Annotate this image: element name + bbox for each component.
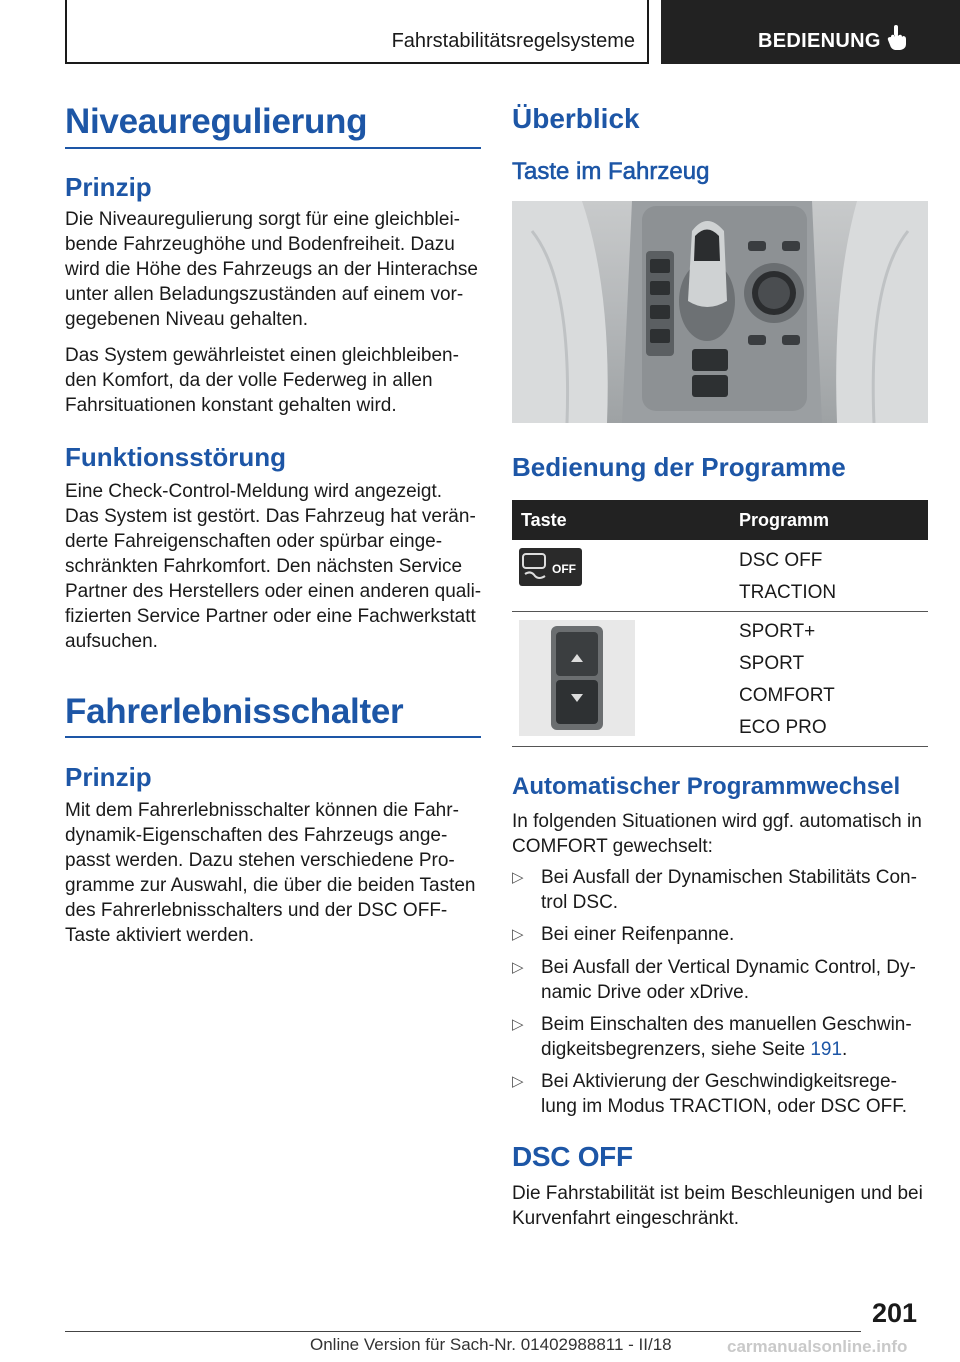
- footer-rule: [65, 1331, 861, 1332]
- heading-ueberblick: Überblick: [512, 103, 640, 134]
- table-row-divider: [512, 611, 928, 612]
- text-line: Mit dem Fahrerlebnisschalter können die Fahr-: [65, 800, 459, 821]
- text-fragment: digkeitsbegrenzers, siehe Seite: [541, 1039, 811, 1060]
- text-line: Kurvenfahrt eingeschränkt.: [512, 1208, 740, 1229]
- paragraph-funktionsstoerung: [65, 479, 481, 654]
- heading-dsc-off: DSC OFF: [512, 1141, 633, 1172]
- bullet-triangle-icon: ▷: [512, 1016, 524, 1033]
- page-reference-link[interactable]: 191: [810, 1039, 843, 1060]
- text-line: Beim Einschalten des manuellen Geschwin-: [541, 1014, 912, 1035]
- hand-pointer-icon: [887, 25, 909, 51]
- section-title-niveauregulierung: Niveauregulierung: [65, 102, 368, 141]
- text-line: den Komfort, da der volle Federweg in allen: [65, 370, 433, 391]
- heading-taste-im-fahrzeug: Taste im Fahrzeug: [512, 158, 710, 185]
- table-cell-program: DSC OFF: [739, 550, 823, 571]
- text-line: Das System ist gestört. Das Fahrzeug hat verän-: [65, 506, 476, 527]
- bullet-triangle-icon: ▷: [512, 959, 524, 976]
- heading-automatischer-programmwechsel: Automatischer Programmwechsel: [512, 773, 901, 800]
- paragraph-prinzip: [65, 207, 478, 332]
- text-line: lung im Modus TRACTION, oder DSC OFF.: [541, 1096, 908, 1117]
- svg-text:OFF: OFF: [552, 562, 576, 576]
- text-line: gegebenen Niveau gehalten.: [65, 309, 308, 330]
- table-cell-program: ECO PRO: [739, 717, 827, 738]
- heading-prinzip-2: Prinzip: [65, 762, 152, 792]
- table-cell-program: SPORT: [739, 653, 805, 674]
- footer-online-version: Online Version für Sach-Nr. 01402988811 - II/18: [310, 1335, 672, 1354]
- text-line: unter allen Beladungszuständen auf einem vor-: [65, 284, 464, 305]
- text-line: des Fahrerlebnisschalters und der DSC OFF-: [65, 900, 448, 921]
- dsc-off-icon: [519, 548, 582, 586]
- section-rule: [65, 147, 481, 149]
- paragraph-dsc-off: [512, 1181, 923, 1231]
- text-line: wird die Höhe des Fahrzeugs an der Hinterachse: [65, 259, 478, 280]
- text-line: digkeitsbegrenzers, siehe Seite 191.: [541, 1039, 848, 1060]
- text-line: gramme zur Auswahl, die über die beiden Tasten: [65, 875, 476, 896]
- section-title-fahrerlebnisschalter: Fahrerlebnisschalter: [65, 692, 404, 731]
- text-line: dynamik-Eigenschaften des Fahrzeugs ange-: [65, 825, 448, 846]
- paragraph-fahrerlebnisschalter: [65, 798, 476, 948]
- text-line: schränkten Fahrkomfort. Den nächsten Service: [65, 556, 463, 577]
- header-chapter-label: BEDIENUNG: [758, 30, 881, 52]
- page-number: 201: [872, 1298, 918, 1328]
- header-section-tab: [65, 0, 649, 64]
- text-line: Bei Ausfall der Dynamischen Stabilitäts Con-: [541, 867, 917, 888]
- text-line: derte Fahreigenschaften oder spürbar einge-: [65, 531, 443, 552]
- text-line: Bei einer Reifenpanne.: [541, 924, 735, 945]
- table-cell-program: TRACTION: [739, 582, 837, 603]
- heading-funktionsstoerung: Funktionsstörung: [65, 442, 286, 472]
- header-chapter-tab: [661, 0, 960, 64]
- text-line: fizierten Service Partner oder eine Fachwerkstatt: [65, 606, 476, 627]
- driving-experience-switch-icon: [519, 620, 635, 736]
- bullet-triangle-icon: ▷: [512, 1073, 524, 1090]
- text-line: In folgenden Situationen wird ggf. automatisch in: [512, 811, 922, 832]
- table-cell-program: COMFORT: [739, 685, 835, 706]
- header-section-title: Fahrstabilitätsregelsysteme: [391, 30, 635, 52]
- text-line: Bei Aktivierung der Geschwindigkeitsrege-: [541, 1071, 897, 1092]
- bullet-triangle-icon: ▷: [512, 869, 524, 886]
- table-row-divider: [512, 746, 928, 747]
- text-line: Bei Ausfall der Vertical Dynamic Control, Dy-: [541, 957, 916, 978]
- text-line: trol DSC.: [541, 892, 619, 913]
- table-cell-program: SPORT+: [739, 621, 816, 642]
- text-line: bende Fahrzeughöhe und Bodenfreiheit. Dazu: [65, 234, 455, 255]
- text-line: namic Drive oder xDrive.: [541, 982, 749, 1003]
- table-header: [512, 500, 928, 540]
- text-line: Partner des Herstellers oder einen anderen quali-: [65, 581, 482, 602]
- watermark: carmanualsonline.info: [727, 1337, 908, 1356]
- text-line: Taste aktiviert werden.: [65, 925, 255, 946]
- text-line: Eine Check-Control-Meldung wird angezeigt.: [65, 481, 443, 502]
- heading-prinzip: Prinzip: [65, 172, 152, 202]
- text-line: passt werden. Dazu stehen verschiedene Pro-: [65, 850, 455, 871]
- text-line: COMFORT gewechselt:: [512, 836, 713, 857]
- text-line: Fahrsituationen konstant gehalten wird.: [65, 395, 397, 416]
- heading-bedienung-der-programme: Bedienung der Programme: [512, 452, 846, 482]
- center-console-photo: [512, 201, 928, 423]
- text-line: Die Niveauregulierung sorgt für eine gleichblei-: [65, 209, 460, 230]
- table-col-taste: Taste: [521, 510, 567, 530]
- text-line: Die Fahrstabilität ist beim Beschleunigen und bei: [512, 1183, 923, 1204]
- paragraph-auto-intro: [512, 809, 922, 859]
- section-rule: [65, 736, 481, 738]
- text-line: aufsuchen.: [65, 631, 158, 652]
- bullet-triangle-icon: ▷: [512, 926, 524, 943]
- text-line: Das System gewährleistet einen gleichbleiben-: [65, 345, 459, 366]
- table-col-programm: Programm: [739, 510, 830, 530]
- paragraph-prinzip-2: [65, 343, 459, 418]
